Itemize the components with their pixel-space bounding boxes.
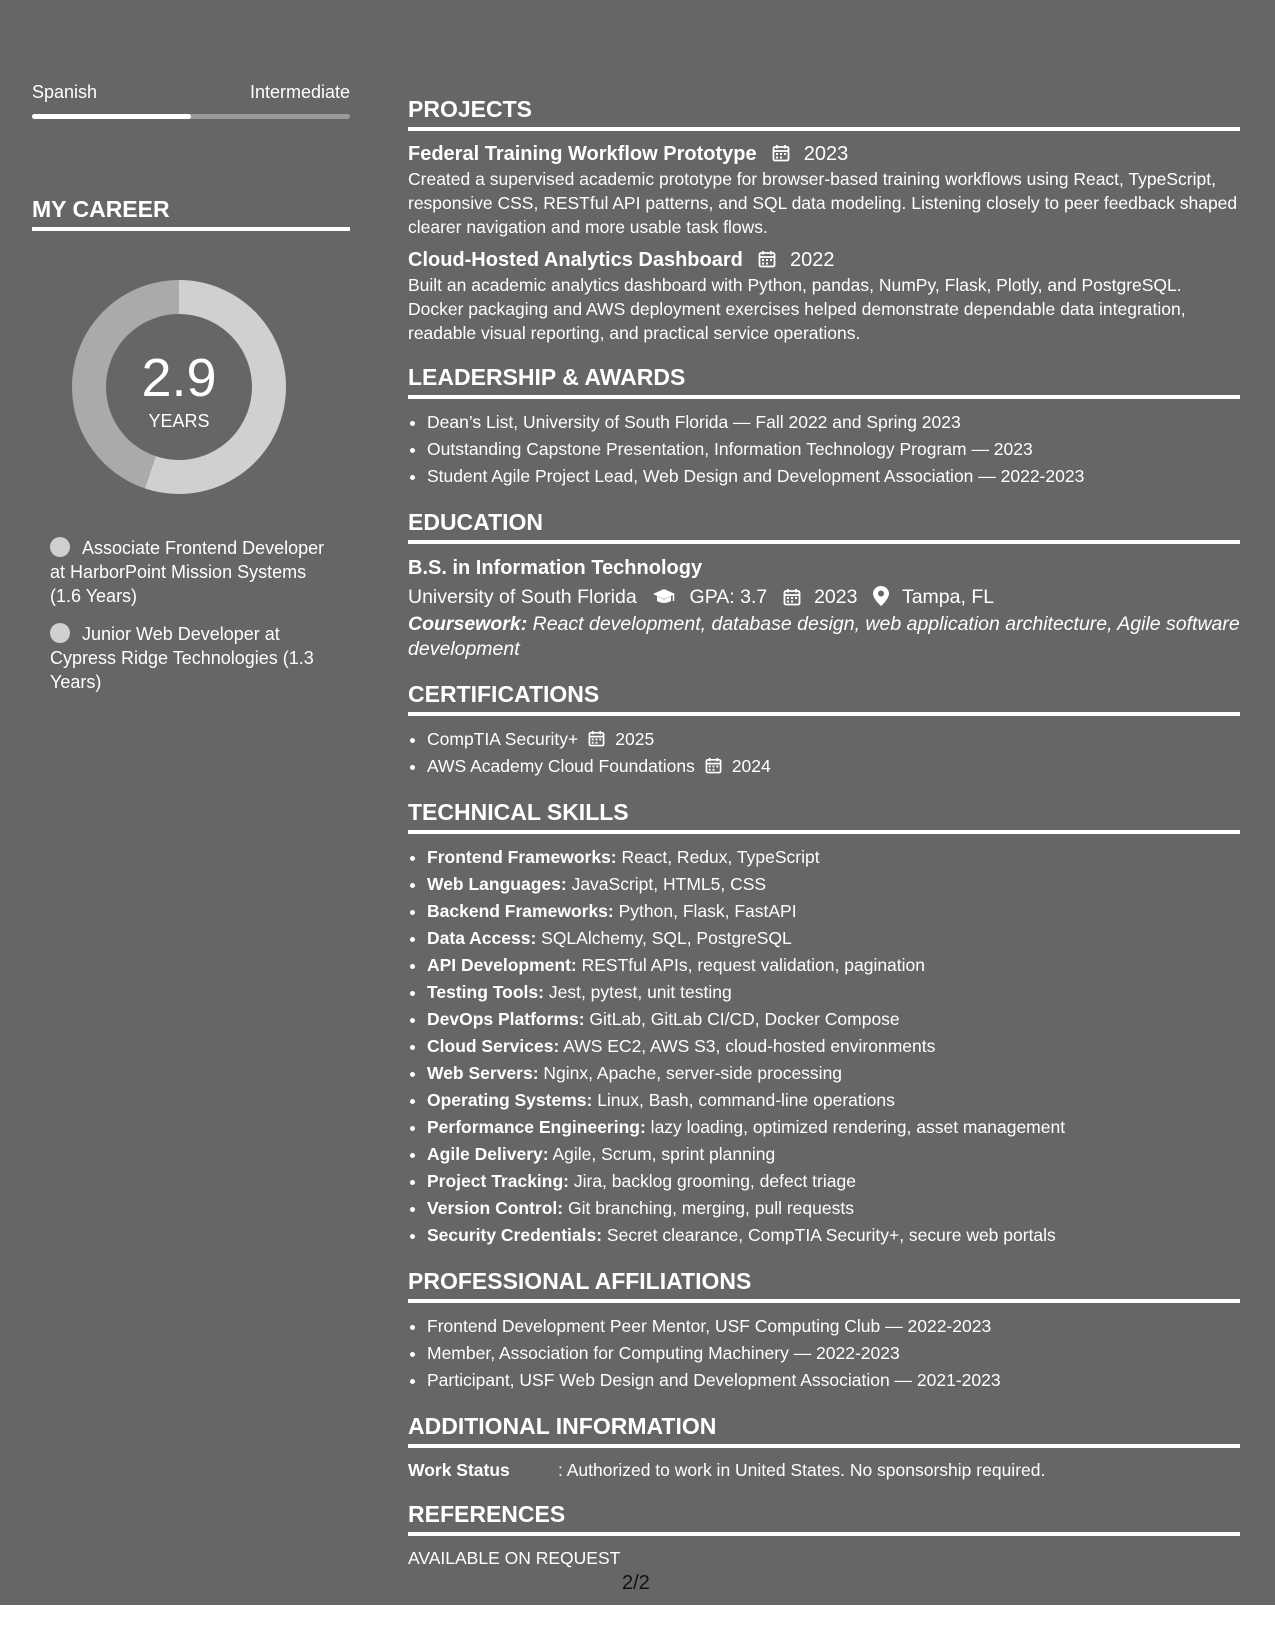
skill-label: DevOps Platforms: [427, 1009, 585, 1029]
calendar-icon [772, 144, 790, 162]
project-title-row [408, 141, 1240, 167]
work-status-label: Work Status [408, 1460, 510, 1480]
project-year: 2022 [789, 249, 835, 271]
main-column [408, 95, 1240, 1588]
work-status-row [408, 1458, 1240, 1482]
calendar-icon [588, 730, 605, 747]
graduation-cap-icon [652, 588, 676, 606]
certification-year: 2025 [615, 729, 655, 749]
skill-value: Git branching, merging, pull requests [563, 1198, 854, 1218]
work-status-value: : Authorized to work in United States. No sponsorship required. [558, 1460, 1046, 1480]
list-item: • Student Agile Project Lead, Web Design and Development Association — 2022-2023 [427, 463, 1240, 490]
skills-section [408, 798, 1240, 1249]
page-number: 2/2 [622, 1572, 650, 1594]
projects-section [408, 95, 1240, 345]
location: Tampa, FL [901, 586, 995, 608]
language-proficiency-fill [32, 114, 191, 119]
skill-label: Operating Systems: [427, 1090, 593, 1110]
skill-label: Backend Frameworks: [427, 901, 614, 921]
skill-label: Project Tracking: [427, 1171, 569, 1191]
career-legend-dot [50, 623, 70, 643]
skill-value: Agile, Scrum, sprint planning [548, 1144, 776, 1164]
list-item [427, 1195, 1240, 1222]
skill-label: Frontend Frameworks: [427, 847, 617, 867]
career-item-label: Associate Frontend Developer at HarborPoint Mission Systems (1.6 Years) [50, 538, 325, 606]
affiliations-section [408, 1267, 1240, 1394]
references-text: AVAILABLE ON REQUEST [408, 1548, 621, 1568]
skill-label: API Development: [427, 955, 577, 975]
certification-name: AWS Academy Cloud Foundations [427, 756, 695, 776]
list-item: • Frontend Development Peer Mentor, USF Computing Club — 2022-2023 [427, 1313, 1240, 1340]
leadership-list [408, 409, 1240, 490]
career-total-unit: YEARS [148, 411, 210, 431]
skill-value: lazy loading, optimized rendering, asset management [645, 1117, 1066, 1137]
career-item [50, 622, 340, 694]
list-item [427, 925, 1240, 952]
education-section [408, 508, 1240, 662]
coursework [408, 612, 1240, 662]
skill-value: JavaScript, HTML5, CSS [566, 874, 767, 894]
list-item [427, 1006, 1240, 1033]
education-details [408, 582, 1240, 612]
references-heading: REFERENCES [408, 1500, 1240, 1536]
list-item [427, 726, 1240, 753]
project-title: Federal Training Workflow Prototype [408, 143, 757, 165]
projects-heading: PROJECTS [408, 95, 1240, 131]
references-section [408, 1500, 1240, 1570]
skills-list [408, 844, 1240, 1249]
school-name: University of South Florida [408, 586, 637, 608]
skill-label: Web Servers: [427, 1063, 539, 1083]
skill-label: Cloud Services: [427, 1036, 560, 1056]
affiliations-heading: PROFESSIONAL AFFILIATIONS [408, 1267, 1240, 1303]
career-item [50, 536, 340, 608]
list-item [427, 1033, 1240, 1060]
language-level: Intermediate [249, 82, 350, 102]
career-heading-rule [32, 227, 350, 231]
additional-heading: ADDITIONAL INFORMATION [408, 1412, 1240, 1448]
skill-value: Jest, pytest, unit testing [543, 982, 732, 1002]
certifications-section [408, 680, 1240, 780]
skill-label: Performance Engineering: [427, 1117, 646, 1137]
list-item [427, 1060, 1240, 1087]
coursework-label: Coursework: [408, 613, 528, 635]
skill-value: Nginx, Apache, server-side processing [538, 1063, 843, 1083]
list-item: • Dean’s List, University of South Florida — Fall 2022 and Spring 2023 [427, 409, 1240, 436]
list-item [427, 1168, 1240, 1195]
degree: B.S. in Information Technology [408, 557, 703, 579]
list-item [427, 753, 1240, 780]
skill-label: Data Access: [427, 928, 537, 948]
list-item [427, 952, 1240, 979]
list-item [427, 1222, 1240, 1249]
certifications-list [408, 726, 1240, 780]
graduation-year: 2023 [814, 586, 858, 608]
education-heading: EDUCATION [408, 508, 1240, 544]
location-pin-icon [873, 586, 889, 606]
certification-year: 2024 [731, 756, 771, 776]
project-description: Created a supervised academic prototype for browser-based training workflows using React, TypeScript, responsive CSS, RESTful API patterns, and SQL data modeling. Listening closely to peer feedback shaped clearer navigation and more usable task flows. [408, 169, 1238, 237]
career-legend-dot [50, 537, 70, 557]
leadership-heading: LEADERSHIP & AWARDS [408, 363, 1240, 399]
skill-value: AWS EC2, AWS S3, cloud-hosted environments [559, 1036, 936, 1056]
additional-section [408, 1412, 1240, 1482]
skill-value: GitLab, GitLab CI/CD, Docker Compose [584, 1009, 900, 1029]
career-donut-chart [66, 274, 292, 500]
list-item [427, 1087, 1240, 1114]
list-item [427, 979, 1240, 1006]
career-item-label: Junior Web Developer at Cypress Ridge Technologies (1.3 Years) [50, 624, 314, 692]
calendar-icon [705, 757, 722, 774]
list-item: • Participant, USF Web Design and Development Association — 2021-2023 [427, 1367, 1240, 1394]
calendar-icon [758, 250, 776, 268]
list-item [427, 1114, 1240, 1141]
list-item [427, 871, 1240, 898]
affiliations-list [408, 1313, 1240, 1394]
gpa: GPA: 3.7 [689, 586, 768, 608]
skills-heading: TECHNICAL SKILLS [408, 798, 1240, 834]
list-item [427, 1141, 1240, 1168]
language-proficiency-bar [32, 114, 350, 119]
project-description: Built an academic analytics dashboard with Python, pandas, NumPy, Flask, Plotly, and PostgreSQL. Docker packaging and AWS deployment exercises helped demonstrate dependable data integration, readable visual reporting, and practical service operations. [408, 275, 1186, 343]
skill-value: Jira, backlog grooming, defect triage [569, 1171, 856, 1191]
leadership-section [408, 363, 1240, 490]
skill-label: Security Credentials: [427, 1225, 603, 1245]
list-item: • Outstanding Capstone Presentation, Information Technology Program — 2023 [427, 436, 1240, 463]
certification-name: CompTIA Security+ [427, 729, 579, 749]
skill-label: Testing Tools: [427, 982, 544, 1002]
project-year: 2023 [803, 143, 849, 165]
list-item: • Member, Association for Computing Machinery — 2022-2023 [427, 1340, 1240, 1367]
skill-value: Secret clearance, CompTIA Security+, secure web portals [602, 1225, 1056, 1245]
project-title-row [408, 247, 1240, 273]
list-item [427, 844, 1240, 871]
language-name: Spanish [32, 82, 98, 102]
skill-value: Python, Flask, FastAPI [613, 901, 797, 921]
skill-label: Agile Delivery: [427, 1144, 549, 1164]
skill-value: React, Redux, TypeScript [616, 847, 820, 867]
coursework-text: React development, database design, web application architecture, Agile software development [408, 613, 1240, 660]
skill-value: RESTful APIs, request validation, pagination [576, 955, 926, 975]
skill-value: Linux, Bash, command-line operations [592, 1090, 895, 1110]
skill-label: Version Control: [427, 1198, 564, 1218]
career-heading: MY CAREER [32, 196, 170, 222]
project-title: Cloud-Hosted Analytics Dashboard [408, 249, 743, 271]
list-item [427, 898, 1240, 925]
skill-label: Web Languages: [427, 874, 567, 894]
skill-value: SQLAlchemy, SQL, PostgreSQL [536, 928, 792, 948]
career-list [50, 536, 340, 708]
certifications-heading: CERTIFICATIONS [408, 680, 1240, 716]
career-total-value: 2.9 [141, 348, 217, 408]
calendar-icon [783, 588, 801, 606]
